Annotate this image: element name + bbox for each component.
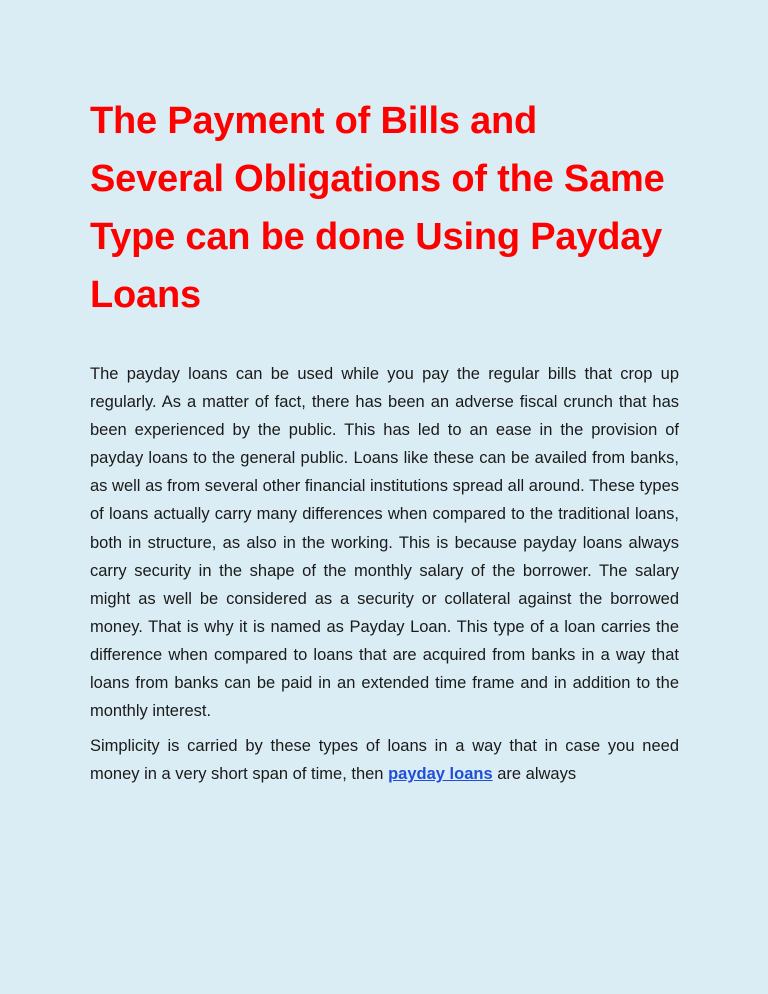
document-body (90, 360, 679, 788)
paragraph-2-text-end: are always (492, 765, 577, 784)
payday-loans-link[interactable]: payday loans (388, 765, 493, 784)
paragraph-2-text-start: Simplicity is carried by these types of loans in a way that in case you need money in a very short span of time, then (90, 737, 679, 784)
paragraph-1: The payday loans can be used while you pay the regular bills that crop up regularly. As a matter of fact, there has been an adverse fiscal crunch that has been experienced by the public. This has led to an ease in the provision of payday loans to the general public. Loans like these can be availed from banks, as well as from several other financial institutions spread all around. These types of loans actually carry many differences when compared to the traditional loans, both in structure, as also in the working. This is because payday loans always carry security in the shape of the monthly salary of the borrower. The salary might as well be considered as a security or collateral against the borrowed money. That is why it is named as Payday Loan. This type of a loan carries the difference when compared to loans that are acquired from banks in a way that loans from banks can be paid in an extended time frame and in addition to the monthly interest. (90, 365, 679, 721)
document-title: The Payment of Bills and Several Obligations of the Same Type can be done Using Payday Loans (90, 100, 665, 316)
paragraph-2 (90, 732, 679, 788)
